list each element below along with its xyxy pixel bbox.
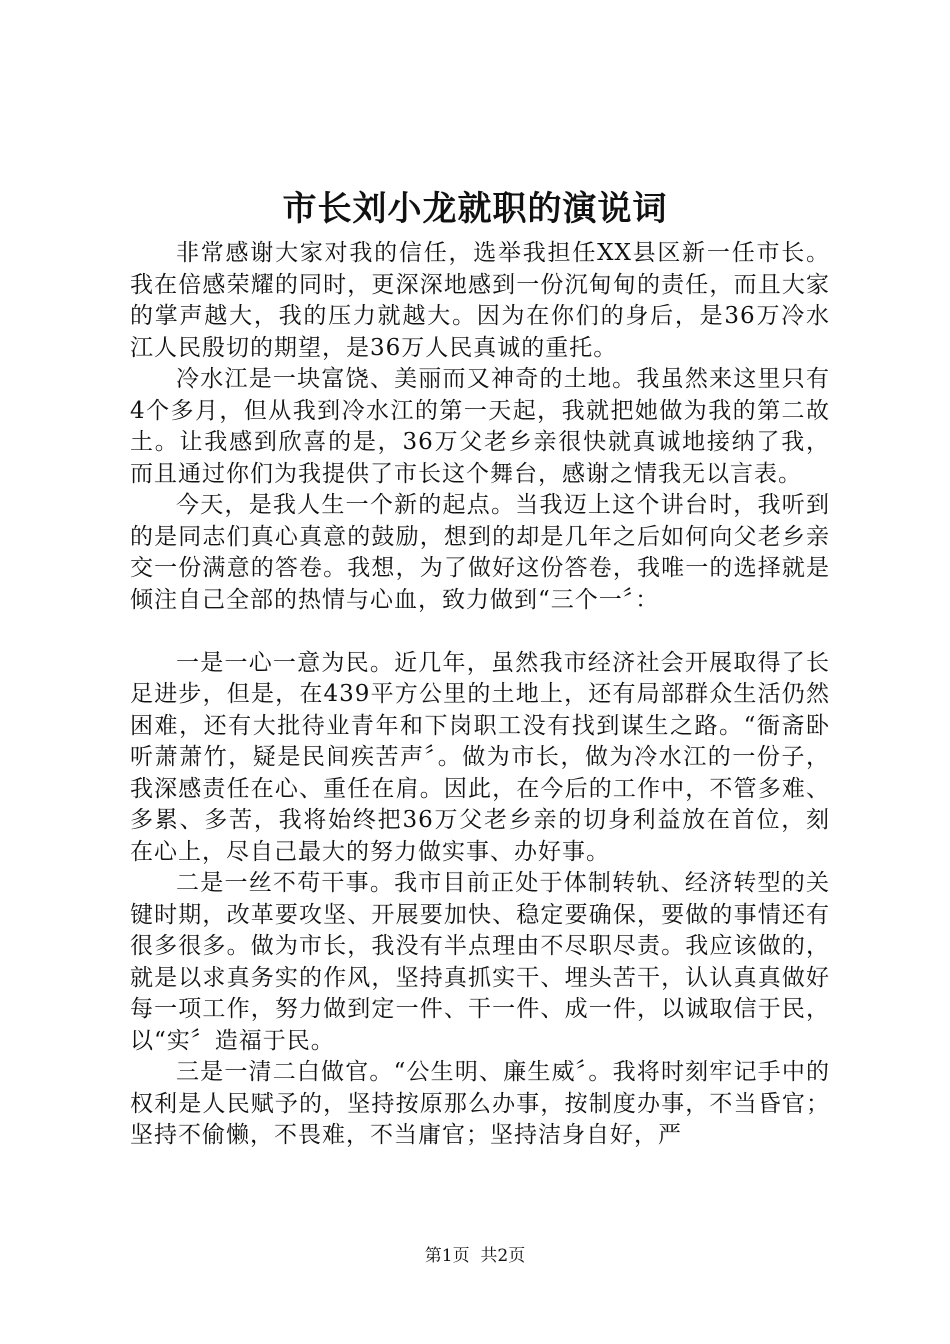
paragraph: 冷水江是一块富饶、美丽而又神奇的土地。我虽然来这里只有4个多月，但从我到冷水江的第一天起，我就把她做为我的第二故土。让我感到欣喜的是，36万父老乡亲很快就真诚地接纳了我，而且通过你们为我提供了市长这个舞台，感谢之情我无以言表。 (130, 366, 830, 487)
page-number: 第1页 (424, 1246, 470, 1266)
paragraph: 今天，是我人生一个新的起点。当我迈上这个讲台时，我听到的是同志们真心真意的鼓励，想到的却是几年之后如何向父老乡亲交一份满意的答卷。我想，为了做好这份答卷，我唯一的选择就是倾注自己全部的热情与心血，致力做到“三个一〞： (130, 492, 830, 613)
paragraph: 一是一心一意为民。近几年，虽然我市经济社会开展取得了长足进步，但是，在439平方公里的土地上，还有局部群众生活仍然困难，还有大批待业青年和下岗职工没有找到谋生之路。“衙斋卧听萧萧竹，疑是民间疾苦声〞。做为市长，做为冷水江的一份子，我深感责任在心、重任在肩。因此，在今后的工作中，不管多难、多累、多苦，我将始终把36万父老乡亲的切身利益放在首位，刻在心上，尽自己最大的努力做实事、办好事。 (130, 649, 830, 865)
page-title: 市长刘小龙就职的演说词 (282, 189, 668, 229)
document-body (130, 238, 830, 1152)
paragraph: 三是一清二白做官。“公生明、廉生威〞。我将时刻牢记手中的权利是人民赋予的，坚持按原那么办事，按制度办事，不当昏官；坚持不偷懒，不畏难，不当庸官；坚持洁身自好，严 (130, 1059, 830, 1148)
paragraph: 非常感谢大家对我的信任，选举我担任XX县区新一任市长。我在倍感荣耀的同时，更深深地感到一份沉甸甸的责任，而且大家的掌声越大，我的压力就越大。因为在你们的身后，是36万冷水江人民殷切的期望，是36万人民真诚的重托。 (130, 240, 830, 361)
page-total: 共2页 (480, 1246, 526, 1266)
paragraph: 二是一丝不苟干事。我市目前正处于体制转轨、经济转型的关键时期，改革要攻坚、开展要加快、稳定要确保，要做的事情还有很多很多。做为市长，我没有半点理由不尽职尽责。我应该做的，就是以求真务实的作风，坚持真抓实干、埋头苦干，认认真真做好每一项工作，努力做到定一件、干一件、成一件，以诚取信于民，以“实〞造福于民。 (130, 870, 830, 1054)
page-footer (0, 1244, 950, 1268)
